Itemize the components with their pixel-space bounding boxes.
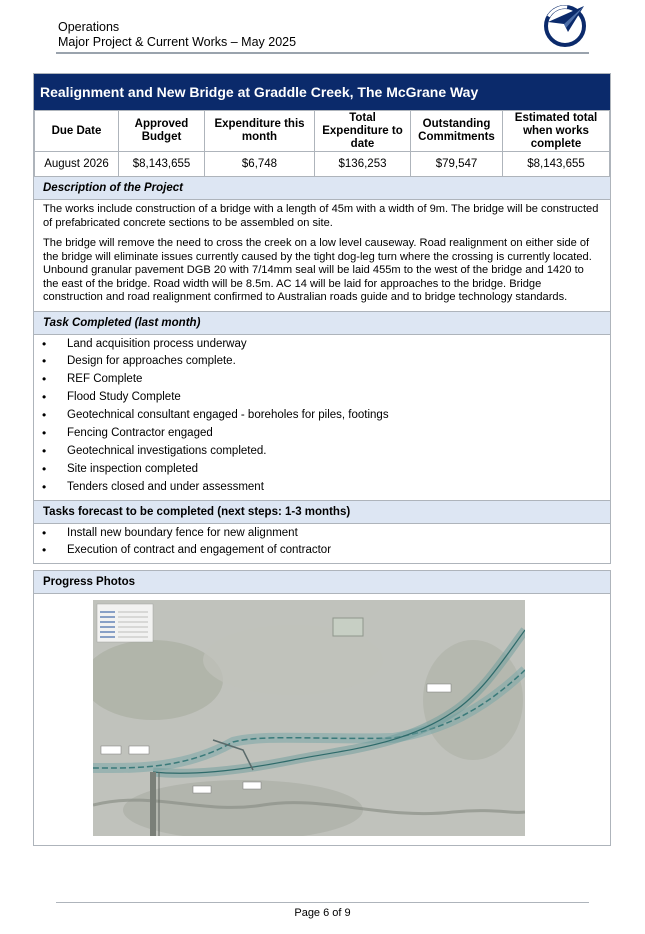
list-item: • Fencing Contractor engaged: [34, 425, 610, 443]
tasks-completed-list: [34, 335, 610, 500]
list-item: • Tenders closed and under assessment: [34, 479, 610, 497]
list-item: • Install new boundary fence for new alignment: [34, 525, 610, 543]
description-heading: Description of the Project: [34, 177, 610, 200]
project-title: Realignment and New Bridge at Graddle Creek, The McGrane Way: [34, 74, 610, 110]
description-paragraph: The works include construction of a bridge with a length of 45m with a width of 9m. The bridge will be constructed of prefabricated concrete sections to be assembled on site.: [43, 203, 599, 229]
list-item: • Design for approaches complete.: [34, 353, 610, 371]
list-item: • Flood Study Complete: [34, 389, 610, 407]
header-divider: [56, 52, 589, 54]
site-plan-photo: [93, 600, 525, 836]
header-department: Operations: [58, 20, 120, 34]
list-item: • Site inspection completed: [34, 461, 610, 479]
value-expenditure-month: $6,748: [205, 152, 315, 177]
value-due-date: August 2026: [35, 152, 119, 177]
list-item: • Land acquisition process underway: [34, 336, 610, 354]
budget-value-row: [35, 152, 610, 177]
value-approved-budget: $8,143,655: [119, 152, 205, 177]
list-item: • Execution of contract and engagement of contractor: [34, 542, 610, 560]
page-header: [58, 20, 296, 50]
header-report-title: Major Project & Current Works – May 2025: [58, 35, 297, 49]
tasks-completed-heading: Task Completed (last month): [34, 311, 610, 335]
col-due-date: Due Date: [35, 111, 119, 152]
tasks-forecast-heading: Tasks forecast to be completed (next steps: 1-3 months): [34, 500, 610, 524]
col-total-expenditure: Total Expenditure to date: [315, 111, 411, 152]
col-outstanding-commitments: Outstanding Commitments: [411, 111, 503, 152]
col-expenditure-month: Expenditure this month: [205, 111, 315, 152]
progress-photos-panel: [33, 570, 611, 846]
budget-table: [34, 110, 610, 177]
col-estimated-total: Estimated total when works complete: [503, 111, 610, 152]
description-paragraph: The bridge will remove the need to cross the creek on a low level causeway. Road realignment on either side of the bridge will eliminate issues currently caused by the tight dog-leg turn where the crossing is currently located. Unbound granular pavement DGB 20 with 7/14mm seal will be laid 455m to the west of the bridge and 1420 to the east of the bridge. Road width will be 8.5m. AC 14 will be laid for approaches to the bridge. Bridge construction and road realignment confirmed to Australian roads guide and to bridge technology standards.: [43, 237, 592, 303]
list-item: • Geotechnical consultant engaged - boreholes for piles, footings: [34, 407, 610, 425]
value-estimated-total: $8,143,655: [503, 152, 610, 177]
footer-divider: [56, 902, 589, 903]
progress-photos-heading: Progress Photos: [34, 571, 610, 594]
tasks-forecast-list: [34, 524, 610, 564]
list-item: • REF Complete: [34, 371, 610, 389]
budget-header-row: [35, 111, 610, 152]
description-body: [34, 200, 610, 311]
project-report-card: [33, 73, 611, 564]
col-approved-budget: Approved Budget: [119, 111, 205, 152]
council-logo-icon: [538, 2, 590, 48]
list-item: • Geotechnical investigations completed.: [34, 443, 610, 461]
value-outstanding-commitments: $79,547: [411, 152, 503, 177]
value-total-expenditure: $136,253: [315, 152, 411, 177]
page-number: Page 6 of 9: [294, 907, 351, 919]
